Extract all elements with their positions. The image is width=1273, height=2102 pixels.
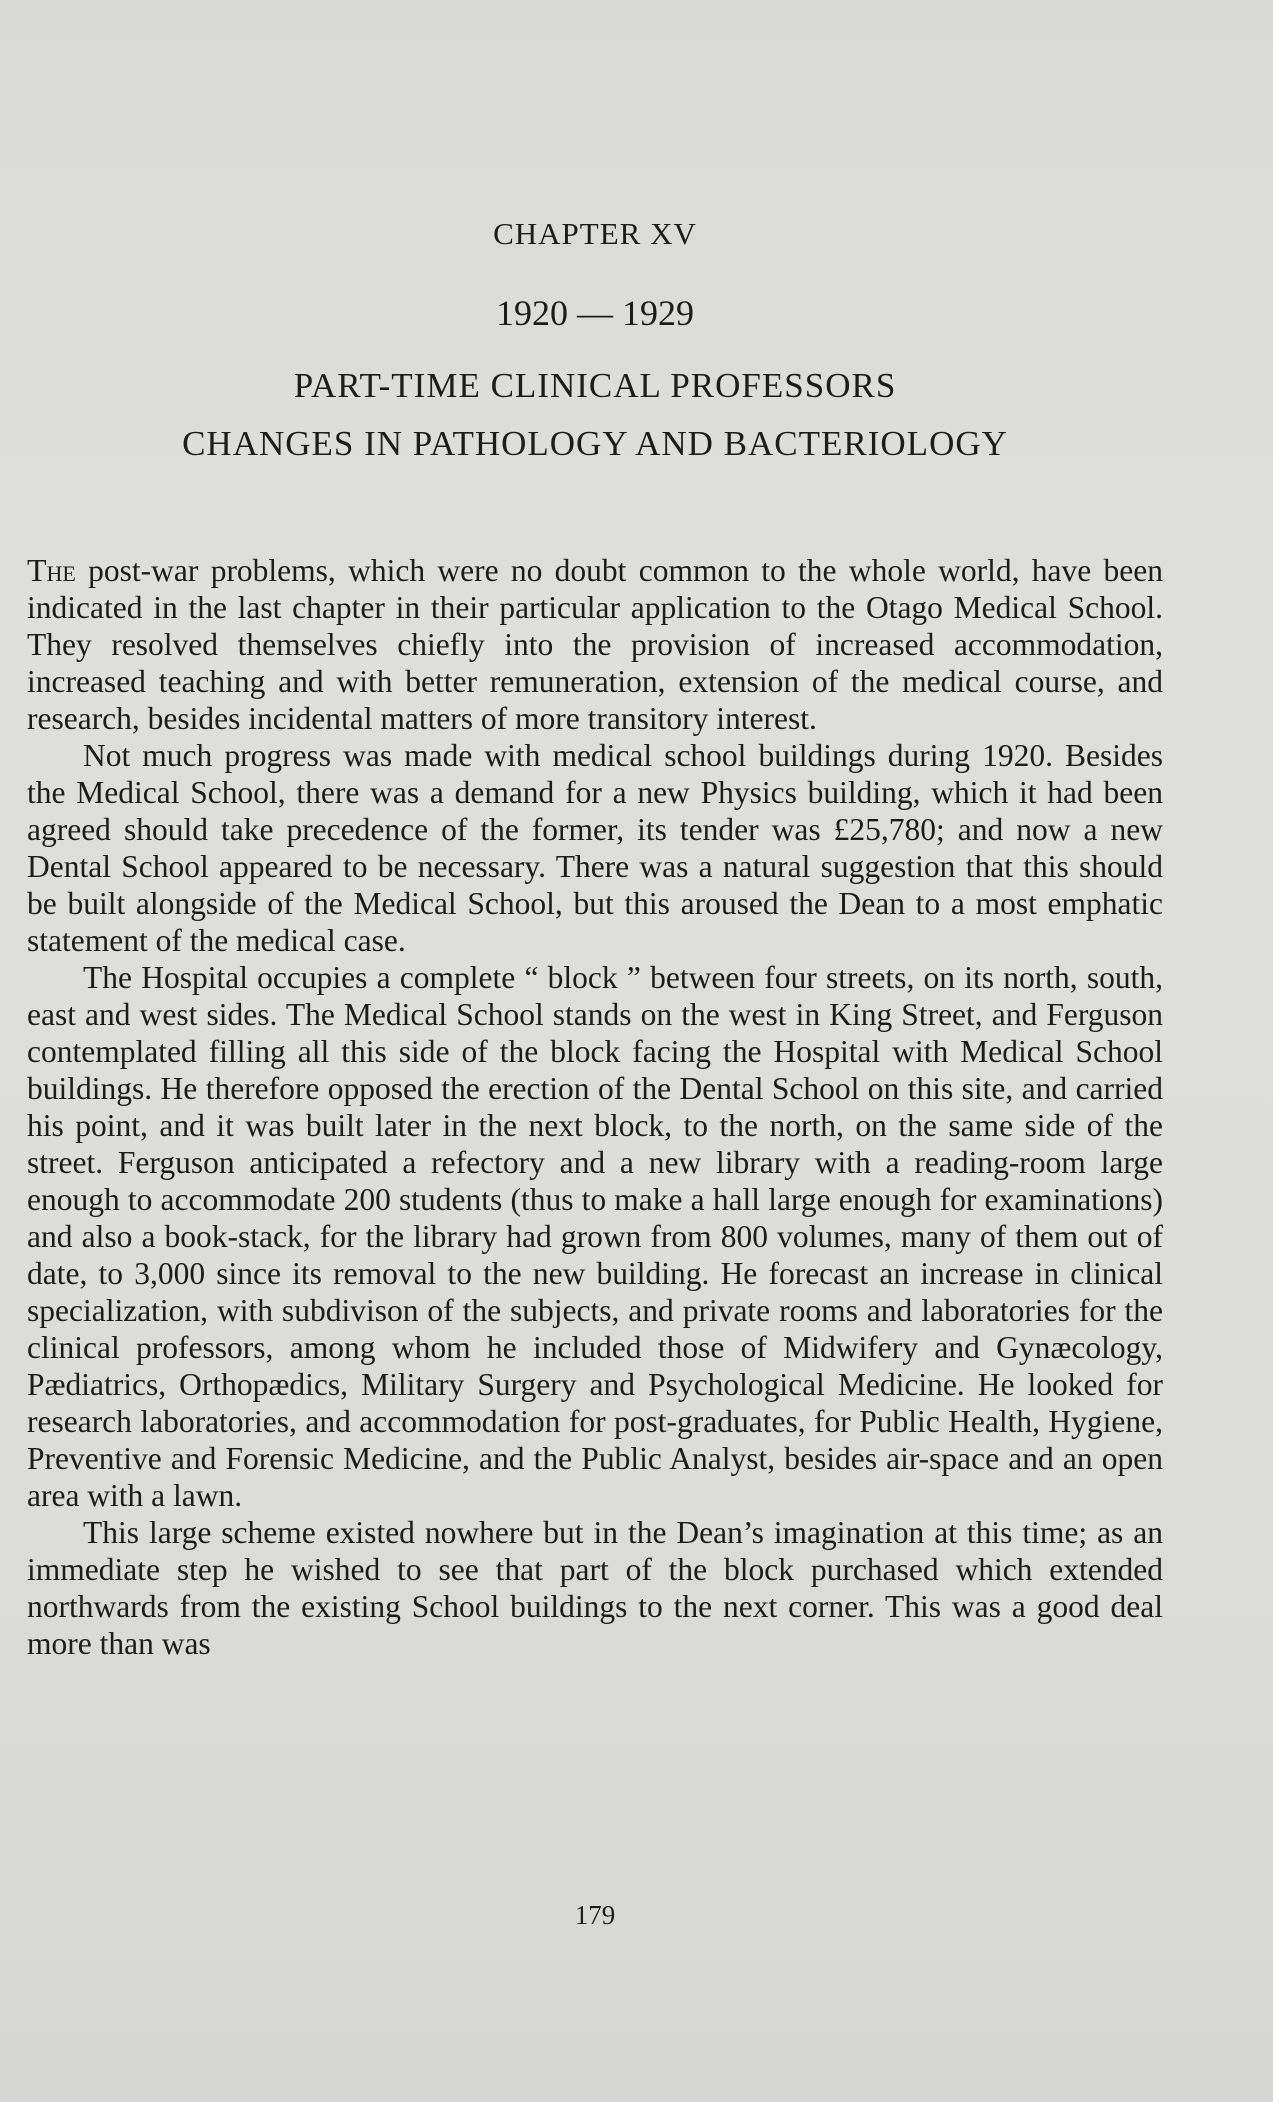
paragraph-4: This large scheme existed nowhere but in the Dean’s imagination at this time; as an immediate step he wished to see that part of the block purchased which extended northwards from the existing School buildings to the next corner. This was a good deal more than was [27,1515,1163,1661]
page-number: 179 [574,1900,616,1930]
paragraph-1 [27,552,1163,737]
paragraph-1-lead: The [27,552,76,588]
paragraph-2: Not much progress was made with medical school buildings during 1920. Besides the Medical School, there was a demand for a new Physics building, which it had been agreed should take precedence of the former, its tender was £25,780; and now a new Dental School appeared to be necessary. There was a natural suggestion that this should be built alongside of the Medical School, but this aroused the Dean to a most emphatic statement of the medical case. [27,738,1163,958]
chapter-label: CHAPTER XV [493,216,697,251]
paragraph-1-text: post-war problems, which were no doubt common to the whole world, have been indicated in the last chapter in their particular application to the Otago Medical School. They resolved themselves chiefly into the provision of increased accommodation, increased teaching and with better remuneration, extension of the medical course, and research, besides incidental matters of more transitory interest. [27,553,1163,736]
paragraph-3: The Hospital occupies a complete “ block ” between four streets, on its north, south, east and west sides. The Medical School stands on the west in King Street, and Ferguson contemplated filling all this side of the block facing the Hospital with Medical School buildings. He therefore opposed the erection of the Dental School on this site, and carried his point, and it was built later in the next block, to the north, on the same side of the street. Ferguson anticipated a refectory and a new library with a reading-room large enough to accommodate 200 students (thus to make a hall large enough for examinations) and also a book-stack, for the library had grown from 800 volumes, many of them out of date, to 3,000 since its removal to the new building. He forecast an increase in clinical specialization, with subdivison of the subjects, and private rooms and laboratories for the clinical professors, among whom he included those of Midwifery and Gynæcology, Pædiatrics, Orthopædics, Military Surgery and Psychological Medicine. He looked for research laboratories, and accommodation for post-graduates, for Public Health, Hygiene, Preventive and Forensic Medicine, and the Public Analyst, besides air-space and an open area with a lawn. [27,960,1163,1513]
chapter-years: 1920 — 1929 [496,293,694,333]
body-text [27,552,1163,1662]
chapter-title-line-2: CHANGES IN PATHOLOGY AND BACTERIOLOGY [182,424,1008,463]
chapter-title-line-1: PART-TIME CLINICAL PROFESSORS [293,366,897,405]
